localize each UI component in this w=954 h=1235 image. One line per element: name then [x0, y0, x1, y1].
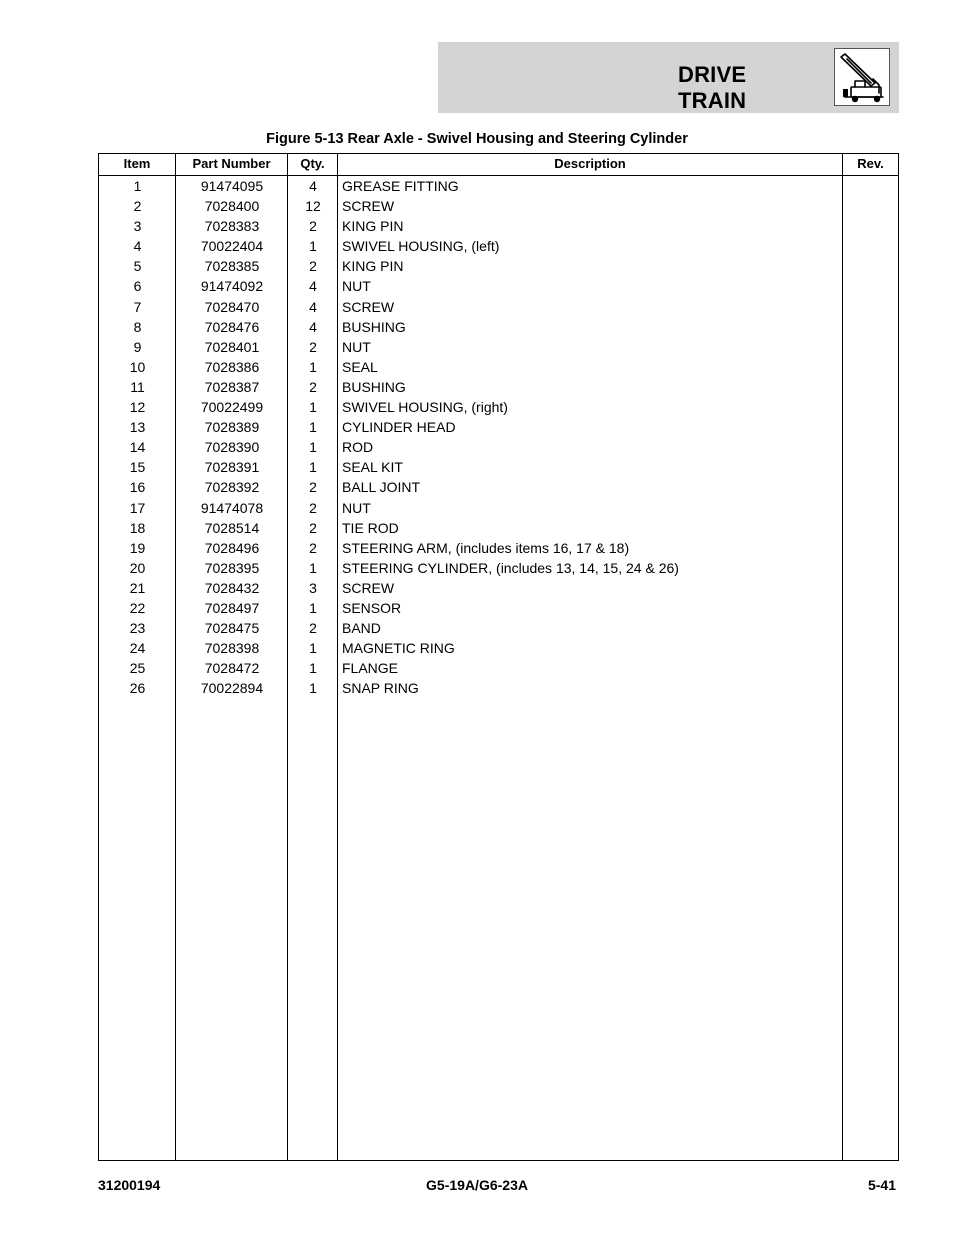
description: BUSHING: [342, 378, 406, 395]
item-number: 4: [133, 238, 142, 255]
description: SWIVEL HOUSING, (right): [342, 399, 508, 416]
description: SCREW: [342, 298, 395, 315]
part-number: 7028390: [204, 439, 260, 456]
table-row: [99, 196, 898, 216]
part-number: 7028496: [204, 539, 260, 556]
table-row: [99, 498, 898, 518]
parts-table: [98, 153, 899, 1161]
description: NUT: [342, 338, 371, 355]
table-row: [99, 357, 898, 377]
description: SWIVEL HOUSING, (left): [342, 238, 500, 255]
description: SCREW: [342, 198, 395, 215]
quantity: 1: [309, 660, 317, 677]
quantity: 1: [309, 358, 317, 375]
column-header-qty: Qty.: [300, 156, 325, 171]
quantity: 1: [309, 599, 317, 616]
table-row: [99, 377, 898, 397]
table-row: [99, 618, 898, 638]
item-number: 1: [133, 178, 142, 194]
column-header-rev: Rev.: [857, 156, 884, 171]
item-number: 9: [133, 338, 142, 355]
description: STEERING CYLINDER, (includes 13, 14, 15, 24 & 26): [342, 559, 679, 576]
description: GREASE FITTING: [342, 178, 459, 194]
item-number: 24: [129, 640, 146, 657]
description: STEERING ARM, (includes items 16, 17 & 18): [342, 539, 630, 556]
item-number: 15: [129, 459, 146, 476]
part-number: 91474078: [200, 499, 264, 516]
table-row: [99, 236, 898, 256]
item-number: 16: [129, 479, 146, 496]
quantity: 4: [309, 298, 317, 315]
quantity: 2: [309, 218, 317, 235]
quantity: 1: [309, 640, 317, 657]
table-row: [99, 518, 898, 538]
item-number: 18: [129, 519, 146, 536]
description: BUSHING: [342, 318, 406, 335]
part-number: 7028401: [204, 338, 260, 355]
description: FLANGE: [342, 660, 399, 677]
quantity: 2: [309, 378, 317, 395]
item-number: 21: [129, 579, 146, 596]
part-number: 70022404: [200, 238, 264, 255]
part-number: 7028398: [204, 640, 260, 657]
part-number: 7028386: [204, 358, 260, 375]
table-row: [99, 397, 898, 417]
item-number: 2: [133, 198, 142, 215]
item-number: 25: [129, 660, 146, 677]
quantity: 1: [309, 238, 317, 255]
section-header: [438, 42, 899, 113]
quantity: 12: [305, 198, 321, 215]
model-number: G5-19A/G6-23A: [426, 1177, 528, 1193]
part-number: 70022894: [200, 680, 264, 697]
table-row: [99, 457, 898, 477]
column-header-item: Item: [123, 156, 151, 171]
quantity: 1: [309, 680, 317, 697]
part-number: 7028395: [204, 559, 260, 576]
item-number: 23: [129, 620, 146, 637]
page-number: 5-41: [867, 1177, 896, 1193]
quantity: 2: [309, 479, 317, 496]
item-number: 11: [130, 378, 145, 395]
item-number: 14: [129, 439, 146, 456]
forklift-icon: [834, 48, 890, 106]
quantity: 2: [309, 519, 317, 536]
quantity: 2: [309, 620, 317, 637]
item-number: 6: [133, 278, 142, 295]
table-row: [99, 337, 898, 357]
part-number: 7028389: [204, 419, 260, 436]
description: SCREW: [342, 579, 395, 596]
table-row: [99, 317, 898, 337]
description: BALL JOINT: [342, 479, 421, 496]
quantity: 2: [309, 539, 317, 556]
column-header-description: Description: [554, 156, 626, 171]
quantity: 2: [309, 338, 317, 355]
table-row: [99, 678, 898, 698]
description: SENSOR: [342, 599, 402, 616]
table-row: [99, 598, 898, 618]
item-number: 12: [129, 399, 146, 416]
description: SEAL KIT: [342, 459, 403, 476]
quantity: 4: [309, 178, 317, 194]
table-row: [99, 658, 898, 678]
part-number: 7028476: [204, 318, 260, 335]
part-number: 7028475: [204, 620, 260, 637]
description: KING PIN: [342, 258, 404, 275]
item-number: 10: [129, 358, 146, 375]
table-row: [99, 216, 898, 236]
part-number: 7028472: [204, 660, 260, 677]
quantity: 4: [309, 318, 317, 335]
description: NUT: [342, 499, 371, 516]
doc-number: 31200194: [98, 1177, 161, 1193]
item-number: 8: [133, 318, 142, 335]
description: SEAL: [342, 358, 378, 375]
description: CYLINDER HEAD: [342, 419, 456, 436]
description: ROD: [342, 439, 374, 456]
part-number: 7028497: [204, 599, 260, 616]
item-number: 3: [133, 218, 142, 235]
quantity: 4: [309, 278, 317, 295]
table-body: [99, 176, 898, 698]
part-number: 7028385: [204, 258, 260, 275]
quantity: 2: [309, 258, 317, 275]
part-number: 7028514: [204, 519, 260, 536]
quantity: 2: [309, 499, 317, 516]
part-number: 91474092: [200, 278, 264, 295]
part-number: 91474095: [200, 178, 264, 194]
table-row: [99, 578, 898, 598]
part-number: 7028470: [204, 298, 260, 315]
part-number: 7028392: [204, 479, 260, 496]
item-number: 20: [129, 559, 146, 576]
quantity: 1: [309, 559, 317, 576]
table-row: [99, 638, 898, 658]
item-number: 13: [129, 419, 146, 436]
table-row: [99, 176, 898, 196]
description: BAND: [342, 620, 381, 637]
part-number: 70022499: [200, 399, 264, 416]
item-number: 5: [133, 258, 142, 275]
item-number: 19: [129, 539, 146, 556]
quantity: 1: [309, 459, 317, 476]
table-row: [99, 477, 898, 497]
part-number: 7028387: [204, 378, 260, 395]
figure-title: Figure 5-13 Rear Axle - Swivel Housing and Steering Cylinder: [266, 131, 688, 147]
description: KING PIN: [342, 218, 404, 235]
part-number: 7028432: [204, 579, 260, 596]
item-number: 17: [129, 499, 146, 516]
item-number: 7: [133, 298, 142, 315]
quantity: 1: [309, 399, 317, 416]
table-row: [99, 437, 898, 457]
table-row: [99, 538, 898, 558]
part-number: 7028391: [204, 459, 260, 476]
table-row: [99, 417, 898, 437]
description: MAGNETIC RING: [342, 640, 455, 657]
quantity: 1: [309, 419, 317, 436]
column-header-part-number: Part Number: [192, 156, 271, 171]
description: NUT: [342, 278, 371, 295]
quantity: 1: [309, 439, 317, 456]
item-number: 26: [129, 680, 146, 697]
table-row: [99, 297, 898, 317]
quantity: 3: [309, 579, 317, 596]
table-row: [99, 256, 898, 276]
description: TIE ROD: [342, 519, 399, 536]
table-row: [99, 276, 898, 296]
table-row: [99, 558, 898, 578]
part-number: 7028383: [204, 218, 260, 235]
description: SNAP RING: [342, 680, 419, 697]
section-title: DRIVE TRAIN: [678, 62, 747, 113]
part-number: 7028400: [204, 198, 260, 215]
item-number: 22: [129, 599, 146, 616]
